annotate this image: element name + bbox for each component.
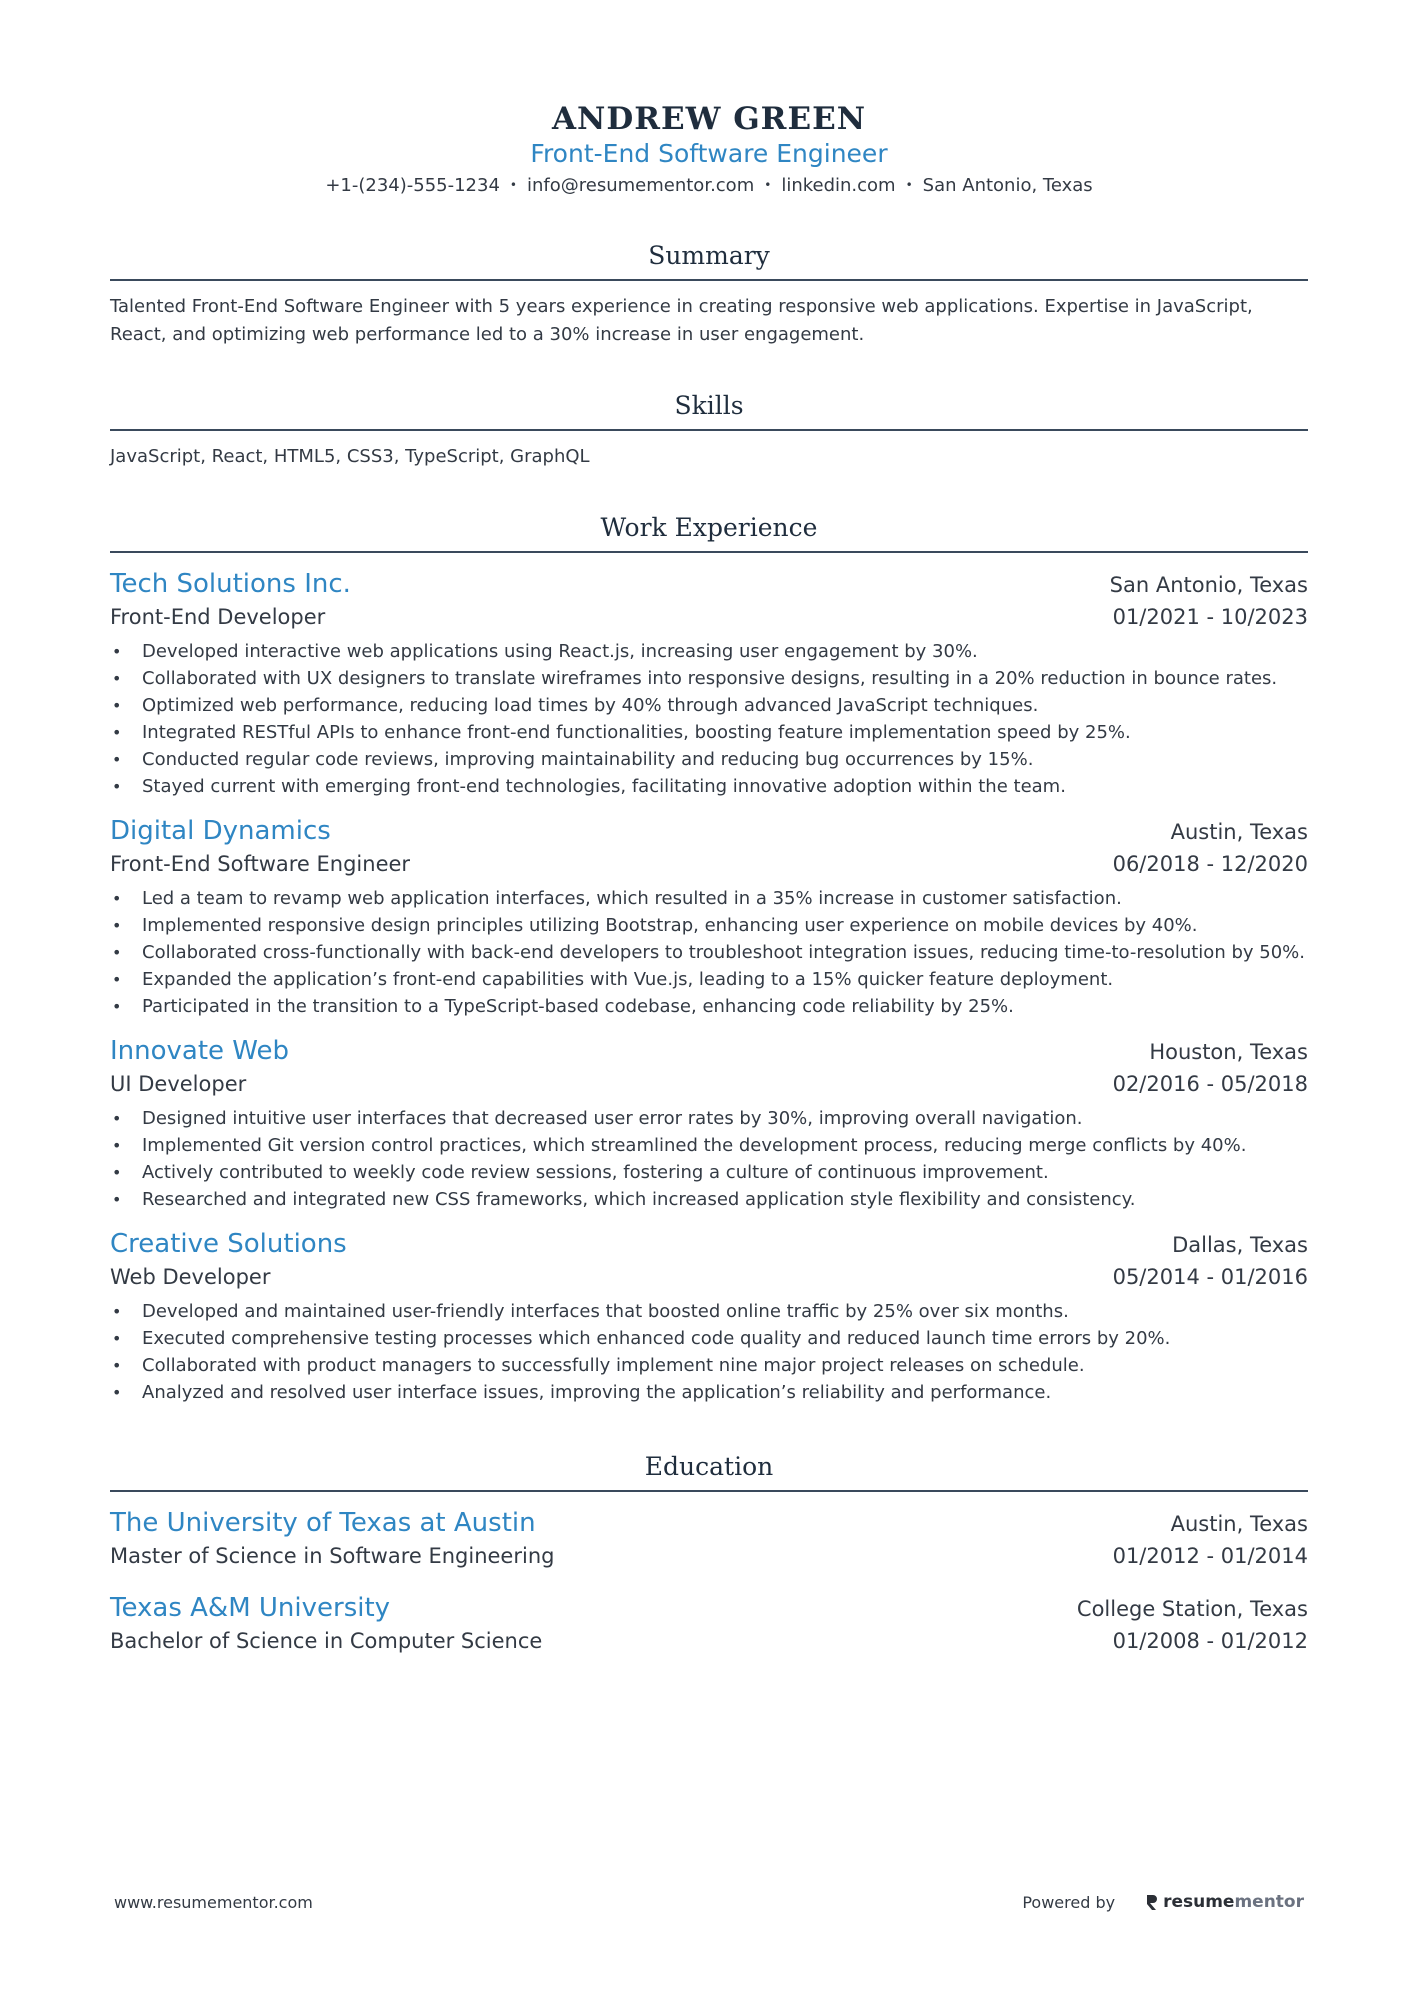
bullet-item: • Stayed current with emerging front-end technologies, facilitating innovative adoption within the team.	[110, 773, 1308, 800]
company-name: Tech Solutions Inc.	[110, 569, 351, 599]
bullet-item: • Analyzed and resolved user interface issues, improving the application’s reliability and performance.	[110, 1379, 1308, 1406]
contact-separator: •	[509, 178, 517, 192]
job-location: Dallas, Texas	[1172, 1233, 1308, 1257]
contact-linkedin[interactable]: linkedin.com	[781, 175, 896, 196]
job-entry	[110, 1227, 1308, 1406]
skills-text: JavaScript, React, HTML5, CSS3, TypeScript, GraphQL	[110, 446, 590, 467]
bullet-item: • Implemented responsive design principles utilizing Bootstrap, enhancing user experience on mobile devices by 40%.	[110, 912, 1308, 939]
bullet-item: • Researched and integrated new CSS frameworks, which increased application style flexibility and consistency.	[110, 1186, 1308, 1213]
education-dates: 01/2008 - 01/2012	[1112, 1629, 1308, 1653]
school-name: Texas A&M University	[110, 1593, 391, 1623]
job-dates: 06/2018 - 12/2020	[1112, 852, 1308, 876]
section-heading: Work Experience	[600, 513, 818, 542]
contact-separator: •	[905, 178, 913, 192]
resume-header	[110, 100, 1308, 199]
job-entry	[110, 1034, 1308, 1213]
resume-page	[110, 100, 1308, 1656]
contact-phone: +1-(234)-555-1234	[325, 175, 500, 196]
school-location: Austin, Texas	[1170, 1512, 1308, 1536]
contact-line	[110, 172, 1308, 199]
education-section	[110, 1450, 1308, 1656]
job-bullets	[110, 885, 1308, 1020]
logo-text-light: mentor	[1234, 1892, 1304, 1912]
work-experience-section	[110, 511, 1308, 1406]
section-heading: Summary	[648, 241, 770, 270]
job-role: Web Developer	[110, 1265, 271, 1289]
bullet-item: • Collaborated cross-functionally with back-end developers to troubleshoot integration issues, reducing time-to-resolution by 50%.	[110, 939, 1308, 966]
candidate-name: ANDREW GREEN	[551, 101, 867, 137]
bullet-item: • Expanded the application’s front-end capabilities with Vue.js, leading to a 15% quicker feature deployment.	[110, 966, 1308, 993]
section-divider	[110, 551, 1308, 553]
job-role: Front-End Developer	[110, 605, 326, 629]
powered-by-label: Powered by	[1022, 1892, 1116, 1912]
company-name: Innovate Web	[110, 1036, 289, 1066]
job-role: Front-End Software Engineer	[110, 852, 411, 876]
job-entry	[110, 814, 1308, 1020]
company-name: Creative Solutions	[110, 1229, 347, 1259]
bullet-item: • Executed comprehensive testing processes which enhanced code quality and reduced launch time errors by 20%.	[110, 1325, 1308, 1352]
job-dates: 05/2014 - 01/2016	[1112, 1265, 1308, 1289]
school-name: The University of Texas at Austin	[110, 1508, 536, 1538]
job-bullets	[110, 1105, 1308, 1213]
powered-by-brand	[1022, 1892, 1304, 1912]
company-name: Digital Dynamics	[110, 816, 331, 846]
bullet-item: • Led a team to revamp web application interfaces, which resulted in a 35% increase in customer satisfaction.	[110, 885, 1308, 912]
section-heading: Education	[644, 1452, 774, 1481]
job-dates: 01/2021 - 10/2023	[1112, 605, 1308, 629]
degree: Bachelor of Science in Computer Science	[110, 1629, 543, 1653]
education-dates: 01/2012 - 01/2014	[1112, 1544, 1308, 1568]
skills-section	[110, 389, 1308, 471]
section-heading: Skills	[674, 391, 744, 420]
job-entry	[110, 567, 1308, 800]
bullet-item: • Developed and maintained user-friendly interfaces that boosted online traffic by 25% over six months.	[110, 1298, 1308, 1325]
logo-text-bold: resume	[1163, 1892, 1235, 1912]
candidate-title: Front-End Software Engineer	[530, 139, 888, 168]
bullet-item: • Conducted regular code reviews, improving maintainability and reducing bug occurrences by 15%.	[110, 746, 1308, 773]
job-dates: 02/2016 - 05/2018	[1112, 1072, 1308, 1096]
resumementor-logo-icon	[1145, 1893, 1159, 1911]
section-divider	[110, 1490, 1308, 1492]
summary-text: Talented Front-End Software Engineer with 5 years experience in creating responsive web applications. Expertise in JavaScript, React, and optimizing web performance led to a 30% increase in user engagement.	[110, 296, 1253, 345]
job-bullets	[110, 1298, 1308, 1406]
section-divider	[110, 429, 1308, 431]
contact-separator: •	[764, 178, 772, 192]
degree: Master of Science in Software Engineering	[110, 1544, 555, 1568]
bullet-item: • Actively contributed to weekly code review sessions, fostering a culture of continuous improvement.	[110, 1159, 1308, 1186]
bullet-item: • Developed interactive web applications using React.js, increasing user engagement by 30%.	[110, 638, 1308, 665]
bullet-item: • Designed intuitive user interfaces that decreased user error rates by 30%, improving overall navigation.	[110, 1105, 1308, 1132]
resumementor-logo-text[interactable]	[1163, 1892, 1304, 1912]
bullet-item: • Integrated RESTful APIs to enhance front-end functionalities, boosting feature implementation speed by 25%.	[110, 719, 1308, 746]
bullet-item: • Collaborated with product managers to successfully implement nine major project releases on schedule.	[110, 1352, 1308, 1379]
education-entry	[110, 1591, 1308, 1656]
page-footer	[114, 1892, 1304, 1912]
contact-location: San Antonio, Texas	[922, 175, 1093, 196]
summary-section	[110, 239, 1308, 349]
education-entry	[110, 1506, 1308, 1571]
job-location: Houston, Texas	[1149, 1040, 1308, 1064]
bullet-item: • Collaborated with UX designers to translate wireframes into responsive designs, resulting in a 20% reduction in bounce rates.	[110, 665, 1308, 692]
section-divider	[110, 279, 1308, 281]
bullet-item: • Optimized web performance, reducing load times by 40% through advanced JavaScript techniques.	[110, 692, 1308, 719]
bullet-item: • Implemented Git version control practices, which streamlined the development process, reducing merge conflicts by 40%.	[110, 1132, 1308, 1159]
school-location: College Station, Texas	[1076, 1597, 1308, 1621]
job-location: San Antonio, Texas	[1109, 573, 1308, 597]
job-bullets	[110, 638, 1308, 800]
job-role: UI Developer	[110, 1072, 247, 1096]
footer-website-link[interactable]: www.resumementor.com	[114, 1892, 313, 1912]
contact-email[interactable]: info@resumementor.com	[527, 175, 755, 196]
bullet-item: • Participated in the transition to a TypeScript-based codebase, enhancing code reliability by 25%.	[110, 993, 1308, 1020]
job-location: Austin, Texas	[1170, 820, 1308, 844]
